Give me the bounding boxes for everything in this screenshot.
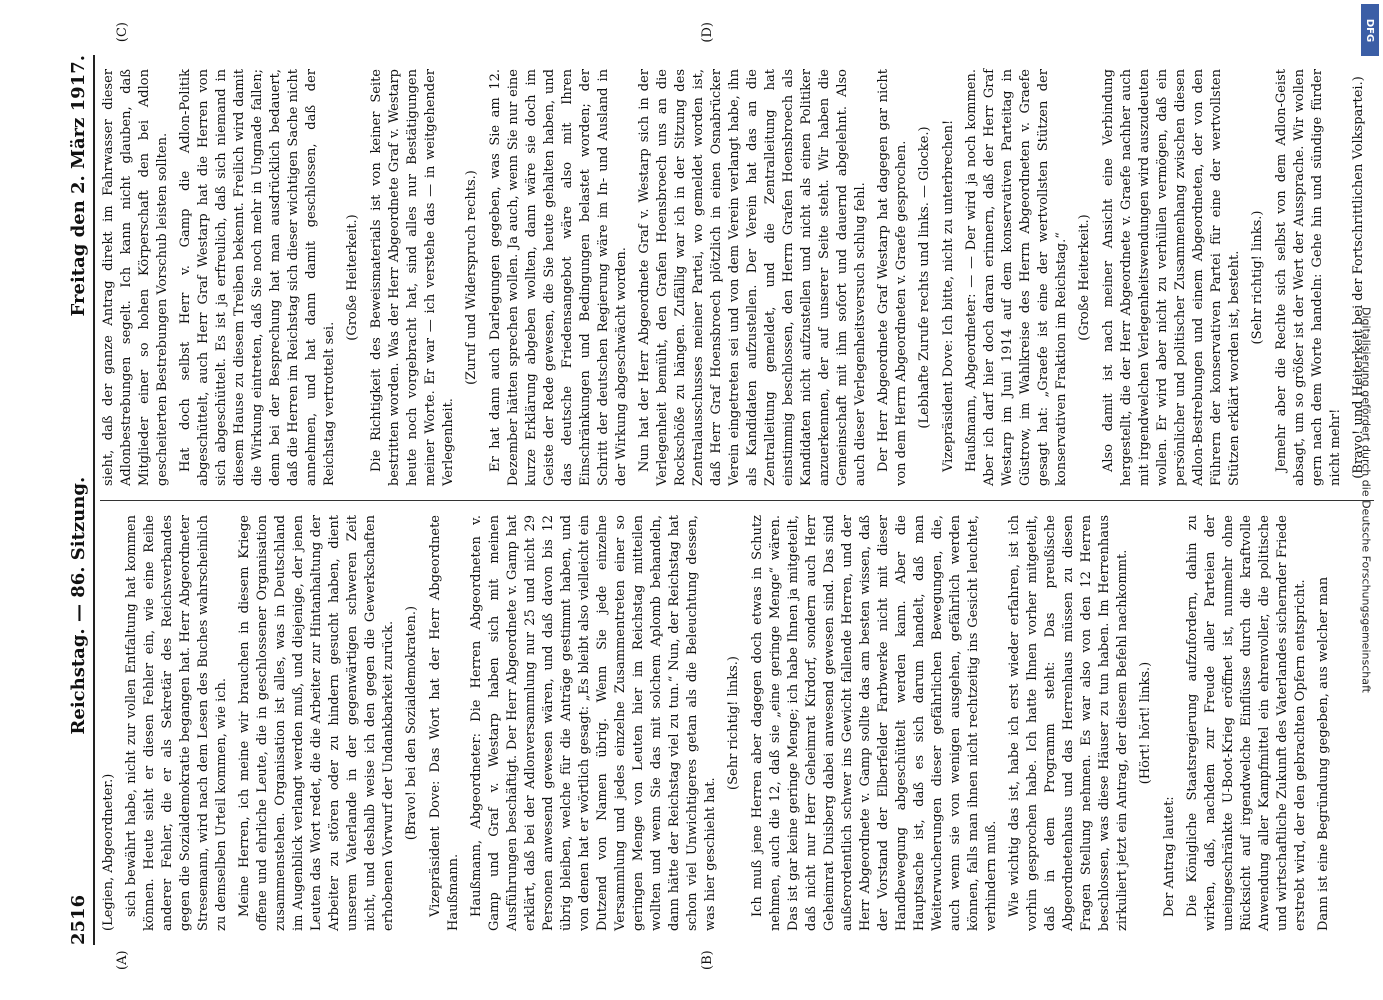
session-title: Reichstag. — 86. Sitzung. [68,476,89,735]
paragraph: sich bewährt habe, nicht zur vollen Entfaltung hat kommen können. Heute sieht er diesen Fehler ein, wie eine Reihe anderer Fehler, die er als Sekretär des Reichsverbandes gegen die Sozialdemokratie begangen hat. Herr Abgeordneter Stresemann, wird nach dem Lesen des Buches wahrscheinlich zu demselben Urteil kommen, wie ich. [124,515,229,931]
right-column [100,55,1374,500]
margin-letter-c: (C) [115,22,130,43]
paragraph: Haußmann, Abgeordneter: Die Herren Abgeordneten v. Gamp und Graf v. Westarp haben sich mit meinen Ausführungen beschäftigt. Der Herr Abgeordnete v. Gamp hat erklärt, daß bei der Adlonversammlung nur 25 und nicht 29 Personen anwesend gewesen wären, und daß davon bis 12 übrig bleiben, welche für die Anträge gestimmt haben, und von denen hat er wörtlich gesagt: „Es bleibt also vielleicht ein Dutzend von Namen übrig. Wenn Sie jede einzelne Versammlung und jedes einzelne Zusammentreten einer so geringen Menge von Leuten hier im Reichstag mitteilen wollten und wenn Sie das mit solchem Aplomb behandeln, dann hätte der Reichstag viel zu tun.“ Nun, der Reichstag hat schon viel Unwichtigeres getan als die Beleuchtung dessen, was hier geschieht hat. [469,515,718,931]
margin-letter-a: (A) [115,950,130,970]
paragraph: Vizepräsident Dove: Ich bitte, nicht zu unterbrechen! [941,119,956,472]
paragraph: Hat doch selbst Herr v. Gamp die Adlon-Politik abgeschüttelt, auch Herr Graf Westarp hat die Herren von sich abgeschüttelt. Es ist ja erfreulich, daß sich niemand in diesem Hause zu diesem Treiben bekennt. Freilich wird damit die Wirkung eintreten, daß Sie noch mehr in Ungnade fallen; denn bei der Besprechung hat man ausdrücklich bedauert, daß die Herren im Reichstag sich dieser wichtigen Sache nicht annehmen, und hat dann damit geschlossen, daß der Reichstag vertrottelt sei. [178,69,337,486]
margin-letter-b: (B) [700,950,715,970]
interjection: (Sehr richtig! links.) [726,656,741,790]
paragraph: Jemehr aber die Rechte sich selbst von dem Adlon-Geist absagt, um so größer ist der Wert der Aussprache. Wir wollen gern nach dem Worte handeln: Gehe hin und sündige fürder nicht mehr! [1274,69,1343,486]
paragraph: Haußmann, Abgeordneter: — — Der wird ja noch kommen. Aber ich darf hier doch daran erinnern, daß der Herr Graf Westarp im Juni 1914 auf dem konservativen Parteitag in Güstrow, im Wahlkreise des Herrn Abgeordneten v. Graefe gesagt hat: „Graefe ist eine der wertvollsten Stützen der konservativen Fraktion im Reichstag.“ [964,69,1069,486]
paragraph: Meine Herren, ich meine wir brauchen in diesem Kriege offene und ehrliche Leute, die in geschlossener Organisation zusammenstehen. Organisation ist alles, was in Deutschland im Augenblick verlangt werden muß, und diejenige, der jenen Leuten das Wort redet, die die Arbeiter zur Hintanhaltung der Arbeiter zu stören oder zu hindern gesucht haben, dient unserem Vaterlande in der gegenwärtigen schweren Zeit nicht, und deshalb weise ich den gegen die Gewerkschaften erhobenen Vorwurf der Undankbarkeit zurück. [237,515,396,931]
dfg-logo: DFG [1361,4,1379,56]
credit-text: Digitalisierung gefördert durch die Deutsche Forschungsgemeinschaft [1359,307,1373,693]
interjection: (Bravo! bei den Sozialdemokraten.) [404,605,419,841]
speaker-tag: (Legien, Abgeordneter.) [101,773,116,931]
interjection: (Lebhafte Zurufe rechts und links. — Glocke.) [917,126,932,429]
paragraph: Die Richtigkeit des Beweismaterials ist von keiner Seite bestritten worden. Was der Herr Abgeordnete Graf v. Westarp heute noch vorgebracht hat, sind alles nur Bestätigungen meiner Worte. Er war — ich verstehe das — in weitgehender Verlegenheit. [369,69,456,486]
paragraph: Die Königliche Staatsregierung aufzufordern, dahin zu wirken, daß, nachdem zur Freude aller Parteien der uneingeschränkte U-Boot-Krieg eröffnet ist, nunmehr ohne Rücksicht auf irgendwelche Einflüsse durch die kraftvolle Anwendung aller Kampfmittel ein ehrenvoller, die politische und wirtschaftliche Zukunft des Vaterlandes sichernder Friede erstrebt wird, der den gebrachten Opfern entspricht. [1185,515,1308,931]
interjection: (Sehr richtig! links.) [1250,210,1265,345]
paragraph: Dann ist eine Begründung gegeben, aus welcher man [1316,576,1331,931]
paragraph: Vizepräsident Dove: Das Wort hat der Herr Abgeordnete Haußmann. [428,515,461,931]
paragraph: Nun hat der Herr Abgeordnete Graf v. Westarp sich in der Verlegenheit bemüht, den Grafen Hoensbroech uns an die Rockschöße zu hängen. Zufällig war ich in der Sitzung des Zentralausschusses meiner Partei, wo gemeldet worden ist, daß Herr Graf Hoensbroech plötzlich in einen Osnabrücker Verein eingetreten sei und von dem Verein verlangt habe, ihn als Kandidaten aufzustellen. Der Verein hat das an die Zentralleitung gemeldet, und die Zentralleitung hat einstimmig beschlossen, den Herrn Grafen Hoensbroech als Kandidaten nicht aufzustellen und nicht als einen Politiker anzuerkennen, der auf unserer Seite steht. Wir haben die Gemeinschaft mit ihm sofort und dauernd abgelehnt. Also auch dieser Verlegenheitsversuch schlug fehl. [637,69,868,486]
paragraph: Der Antrag lautet: [1162,796,1177,917]
session-date: Freitag den 2. März 1917. [68,55,89,317]
paragraph: Also damit ist nach meiner Ansicht eine Verbindung hergestellt, die der Herr Abgeordnete v. Graefe nachher auch mit irgendwelchen Verlegenheitswendungen wird auszudeuten wollen. Er wird aber nicht zu verhüllen vermögen, daß ein persönlicher und politischer Zusammenhang zwischen diesen Adlon-Bestrebungen und einem Abgeordneten, der von den Führern der konservativen Partei für eine der wertvollsten Stützen erklärt worden ist, besteht. [1101,69,1242,486]
paragraph: sieht, daß der ganze Antrag direkt im Fahrwasser dieser Adlonbestrebungen segelt. Ich kann nicht glauben, daß Mitglieder einer so hohen Körperschaft den bei Adlon gescheiterten Bestrebungen Vorschub leisten sollten. [101,69,170,486]
page-header [55,55,95,945]
page-number: 2516 [68,894,89,945]
paragraph: Der Herr Abgeordnete Graf Westarp hat dagegen gar nicht von dem Herrn Abgeordneten v. Graefe gesprochen. [876,69,909,486]
interjection: (Hört! hört! links.) [1138,661,1153,785]
interjection: (Zuruf und Widerspruch rechts.) [464,170,479,385]
left-column [100,500,1374,945]
digitization-credit [1357,10,1375,990]
interjection: (Große Heiterkeit.) [1077,214,1092,341]
paragraph: Wie wichtig das ist, habe ich erst wieder erfahren, ist ich vorhin gesprochen habe. Ich hatte Ihnen vorher mitgeteilt, daß in dem Programm steht: Das preußische Abgeordnetenhaus und das Herrenhaus müssen zu diesen Fragen Stellung nehmen. Es war also von den 12 Herren beschlossen, was diese Häuser zu tun haben. Im Herrenhaus zirkuliert jetzt ein Antrag, der diesem Befehl nachkommt. [1007,515,1130,931]
paragraph: Ich muß jene Herren aber dagegen doch etwas in Schutz nehmen, auch die 12, daß sie „eine geringe Menge“ wären. Das ist gar keine geringe Menge; ich habe Ihnen ja mitgeteilt, daß nicht nur Herr Geheimrat Kirdorf, sondern auch Herr Geheimrat Duisberg dabei anwesend gewesen sind. Das sind außerordentlich schwer ins Gewicht fallende Herren, und der Herr Abgeordnete v. Gamp sollte das am besten wissen, daß der Vorstand der Elberfelder Farbwerke nicht mit dieser Handbewegung abgeschüttelt werden kann. Aber die Hauptsache ist, daß es sich darum handelt, daß man Weiterwucherungen dieser gefährlichen Bewegungen, die, auch wenn sie von wenigen ausgehen, gefährlich werden können, falls man ihnen nicht rechtzeitig ins Gesicht leuchtet, verhindern muß. [750,515,999,931]
interjection: (Bravo! und Heiterkeit bei der Fortschrittlichen Volkspartei.) [1351,76,1366,479]
interjection: (Große Heiterkeit.) [345,214,360,341]
margin-letter-d: (D) [700,22,715,43]
paragraph: Er hat dann auch Darlegungen gegeben, was Sie am 12. Dezember hätten sprechen wollen. Ja auch, wenn Sie nur eine kurze Erklärung abgeben wollten, dann wäre sie doch im Geiste der Rede gewesen, die Sie heute gehalten haben, und das deutsche Friedensangebot wäre also mit Ihren Einschränkungen und Bedingungen belastet worden; der Schritt der deutschen Regierung wäre im In- und Ausland in der Wirkung abgeschwächt worden. [488,69,629,486]
